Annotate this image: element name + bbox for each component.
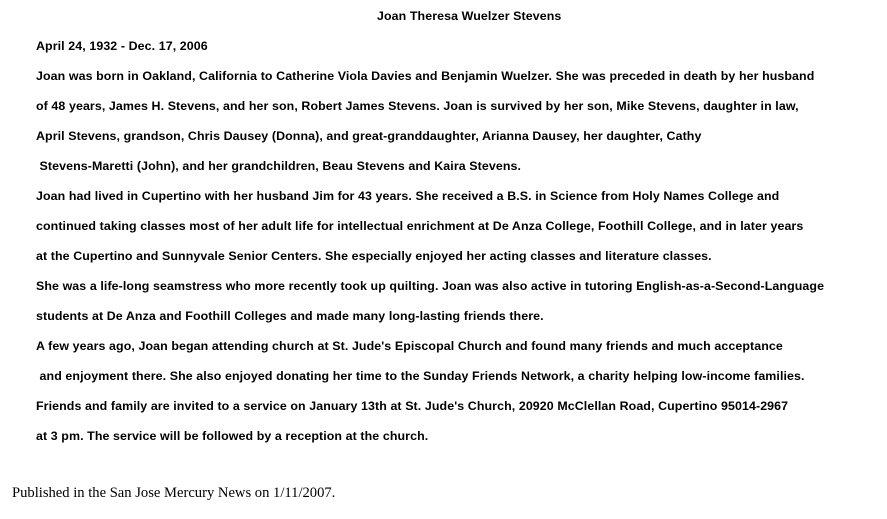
published-notice: Published in the San Jose Mercury News on 1/11/2007. — [12, 485, 336, 501]
obituary-line: Joan had lived in Cupertino with her husband Jim for 43 years. She received a B.S. in Science from Holy Names College and — [36, 189, 780, 203]
obituary-line: at the Cupertino and Sunnyvale Senior Centers. She especially enjoyed her acting classes and literature classes. — [36, 249, 712, 263]
obituary-line: students at De Anza and Foothill Colleges and made many long-lasting friends there. — [36, 309, 544, 323]
obituary-line: continued taking classes most of her adult life for intellectual enrichment at De Anza College, Foothill College, and in later years — [36, 219, 804, 233]
obituary-line: Joan was born in Oakland, California to Catherine Viola Davies and Benjamin Wuelzer. She was preceded in death by her husband — [36, 69, 815, 83]
obituary-line: Stevens-Maretti (John), and her grandchildren, Beau Stevens and Kaira Stevens. — [36, 159, 522, 173]
obituary-dates: April 24, 1932 - Dec. 17, 2006 — [36, 39, 208, 53]
obituary-line: She was a life-long seamstress who more recently took up quilting. Joan was also active in tutoring English-as-a-Second-Language — [36, 279, 825, 293]
obituary-line: and enjoyment there. She also enjoyed donating her time to the Sunday Friends Network, a charity helping low-income families. — [36, 369, 805, 383]
obituary-line: April Stevens, grandson, Chris Dausey (Donna), and great-granddaughter, Arianna Dausey, her daughter, Cathy — [36, 129, 702, 143]
obituary-line: at 3 pm. The service will be followed by a reception at the church. — [36, 429, 429, 443]
obituary-line: of 48 years, James H. Stevens, and her son, Robert James Stevens. Joan is survived by her son, Mike Stevens, daughter in law, — [36, 99, 799, 113]
obituary-line: Friends and family are invited to a service on January 13th at St. Jude's Church, 20920 McClellan Road, Cupertino 95014-2967 — [36, 399, 789, 413]
obituary-line: A few years ago, Joan began attending church at St. Jude's Episcopal Church and found many friends and much acceptance — [36, 339, 783, 353]
obituary-title: Joan Theresa Wuelzer Stevens — [377, 9, 562, 23]
